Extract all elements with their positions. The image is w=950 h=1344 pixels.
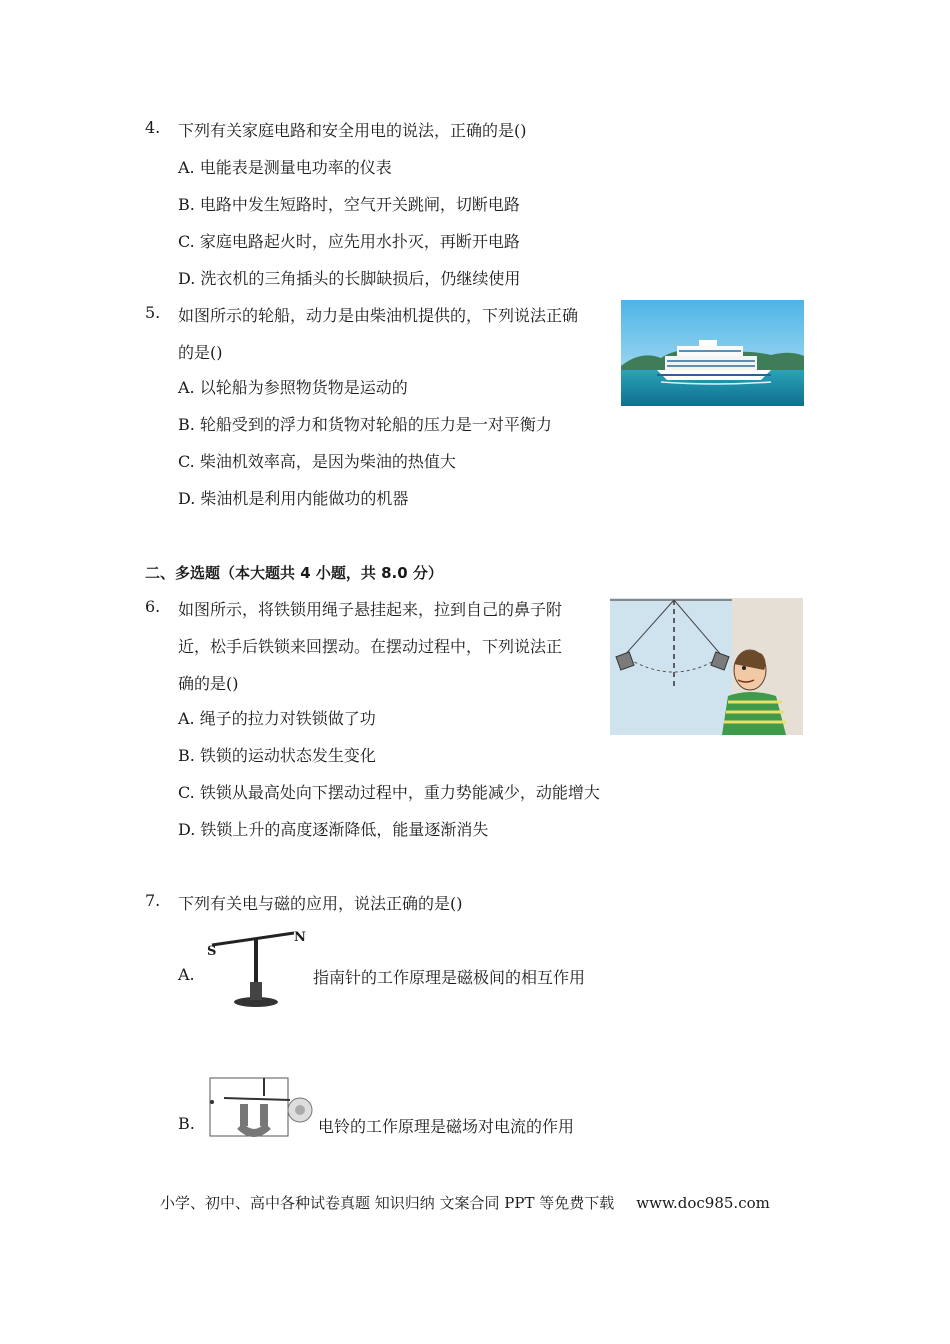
cruise-ship-image (621, 300, 804, 406)
q6-stem-line3: 确的是() (178, 674, 239, 693)
pendulum-lock-image (610, 598, 803, 735)
q5-stem-line1: 如图所示的轮船，动力是由柴油机提供的，下列说法正确 (178, 306, 579, 325)
q7-option-b-text: 电铃的工作原理是磁场对电流的作用 (318, 1117, 575, 1136)
footer-text: 小学、初中、高中各种试卷真题 知识归纳 文案合同 PPT 等免费下载 (160, 1194, 615, 1212)
q7-number: 7. (145, 891, 161, 910)
q6-option-d: D. 铁锁上升的高度逐渐降低，能量逐渐消失 (178, 820, 489, 839)
q5-option-b: B. 轮船受到的浮力和货物对轮船的压力是一对平衡力 (178, 415, 552, 434)
q6-option-c: C. 铁锁从最高处向下摆动过程中，重力势能减少，动能增大 (178, 783, 600, 802)
q4-option-d: D. 洗衣机的三角插头的长脚缺损后，仍继续使用 (178, 269, 521, 288)
electric-bell-image (200, 1074, 316, 1144)
q4-option-b: B. 电路中发生短路时，空气开关跳闸，切断电路 (178, 195, 520, 214)
q7-option-a-text: 指南针的工作原理是磁极间的相互作用 (313, 968, 586, 987)
q4-option-a: A. 电能表是测量电功率的仪表 (178, 158, 392, 177)
q7-stem: 下列有关电与磁的应用，说法正确的是() (178, 894, 463, 913)
footer (160, 1192, 770, 1213)
q6-option-a: A. 绳子的拉力对铁锁做了功 (178, 709, 376, 728)
south-pole-label: S (207, 944, 217, 959)
q5-number: 5. (145, 303, 161, 322)
q6-stem-line1: 如图所示，将铁锁用绳子悬挂起来，拉到自己的鼻子附 (178, 600, 563, 619)
footer-url[interactable]: www.doc985.com (636, 1194, 770, 1212)
q7-option-a-label: A. (178, 965, 195, 984)
q4-stem: 下列有关家庭电路和安全用电的说法，正确的是() (178, 121, 527, 140)
q6-number: 6. (145, 597, 161, 616)
q5-stem-line2: 的是() (178, 343, 223, 362)
q5-option-a: A. 以轮船为参照物货物是运动的 (178, 378, 408, 397)
q6-stem-line2: 近，松手后铁锁来回摆动。在摆动过程中，下列说法正 (178, 637, 563, 656)
north-pole-label: N (294, 930, 306, 945)
q7-option-b-label: B. (178, 1114, 195, 1133)
q4-number: 4. (145, 118, 161, 137)
q6-option-b: B. 铁锁的运动状态发生变化 (178, 746, 376, 765)
section-header: 二、多选题（本大题共 4 小题，共 8.0 分） (145, 564, 443, 582)
q5-option-c: C. 柴油机效率高，是因为柴油的热值大 (178, 452, 456, 471)
q5-option-d: D. 柴油机是利用内能做功的机器 (178, 489, 409, 508)
q4-option-c: C. 家庭电路起火时，应先用水扑灭，再断开电路 (178, 232, 520, 251)
